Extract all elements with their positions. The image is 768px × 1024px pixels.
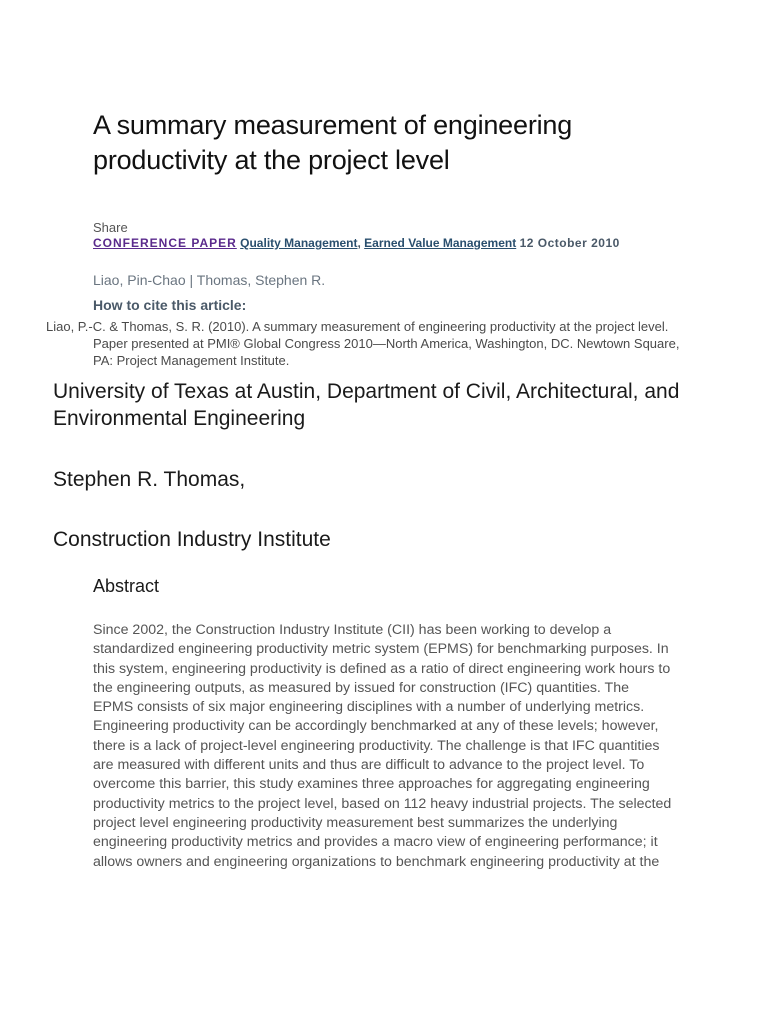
affiliation-university: University of Texas at Austin, Department of Civil, Architectural, and Environmental Engineering [53,380,680,430]
content-type-link[interactable]: CONFERENCE PAPER [93,236,237,250]
citation-text [46,318,686,369]
tag-link-quality-management[interactable]: Quality Management [240,236,358,250]
publish-date: 12 October 2010 [519,236,620,250]
abstract-text: Since 2002, the Construction Industry Institute (CII) has been working to develop a standardized engineering productivity metric system (EPMS) for benchmarking purposes. In this system, engineering productivity is defined as a ratio of direct engineering work hours to the engineering outputs, as measured by issued for construction (IFC) quantities. The EPMS consists of six major engineering disciplines with a number of underlying metrics. Engineering productivity can be accordingly benchmarked at any of these levels; however, there is a lack of project-level engineering productivity. The challenge is that IFC quantities are measured with different units and thus are difficult to advance to the project level. To overcome this barrier, this study examines three approaches for aggregating engineering productivity metrics to the project level, based on 112 heavy industrial projects. The selected project level engineering productivity measurement best summarizes the underlying engineering productivity metrics and provides a macro view of engineering performance; it allows owners and engineering organizations to benchmark engineering productivity at the [93,622,672,870]
citation-rest: the project level. Paper presented at PMI® Global Congress 2010—North America, Washington, DC. Newtown Square, PA: Project Management Institute. [93,319,680,368]
citation-first-line: Liao, P.-C. & Thomas, S. R. (2010). A summary measurement of engineering productivity at [46,319,571,334]
cite-heading: How to cite this article: [93,297,247,313]
author-list: Liao, Pin-Chao | Thomas, Stephen R. [93,272,326,288]
tag-link-earned-value-management[interactable]: Earned Value Management [364,236,517,250]
share-link[interactable]: Share [93,220,128,235]
tag-separator: , [357,236,365,250]
page-title: A summary measurement of engineering productivity at the project level [93,110,573,175]
affiliation-institute: Construction Industry Institute [53,528,331,551]
affiliation-author: Stephen R. Thomas, [53,468,246,491]
article-meta [93,236,683,251]
abstract-heading: Abstract [93,576,160,596]
